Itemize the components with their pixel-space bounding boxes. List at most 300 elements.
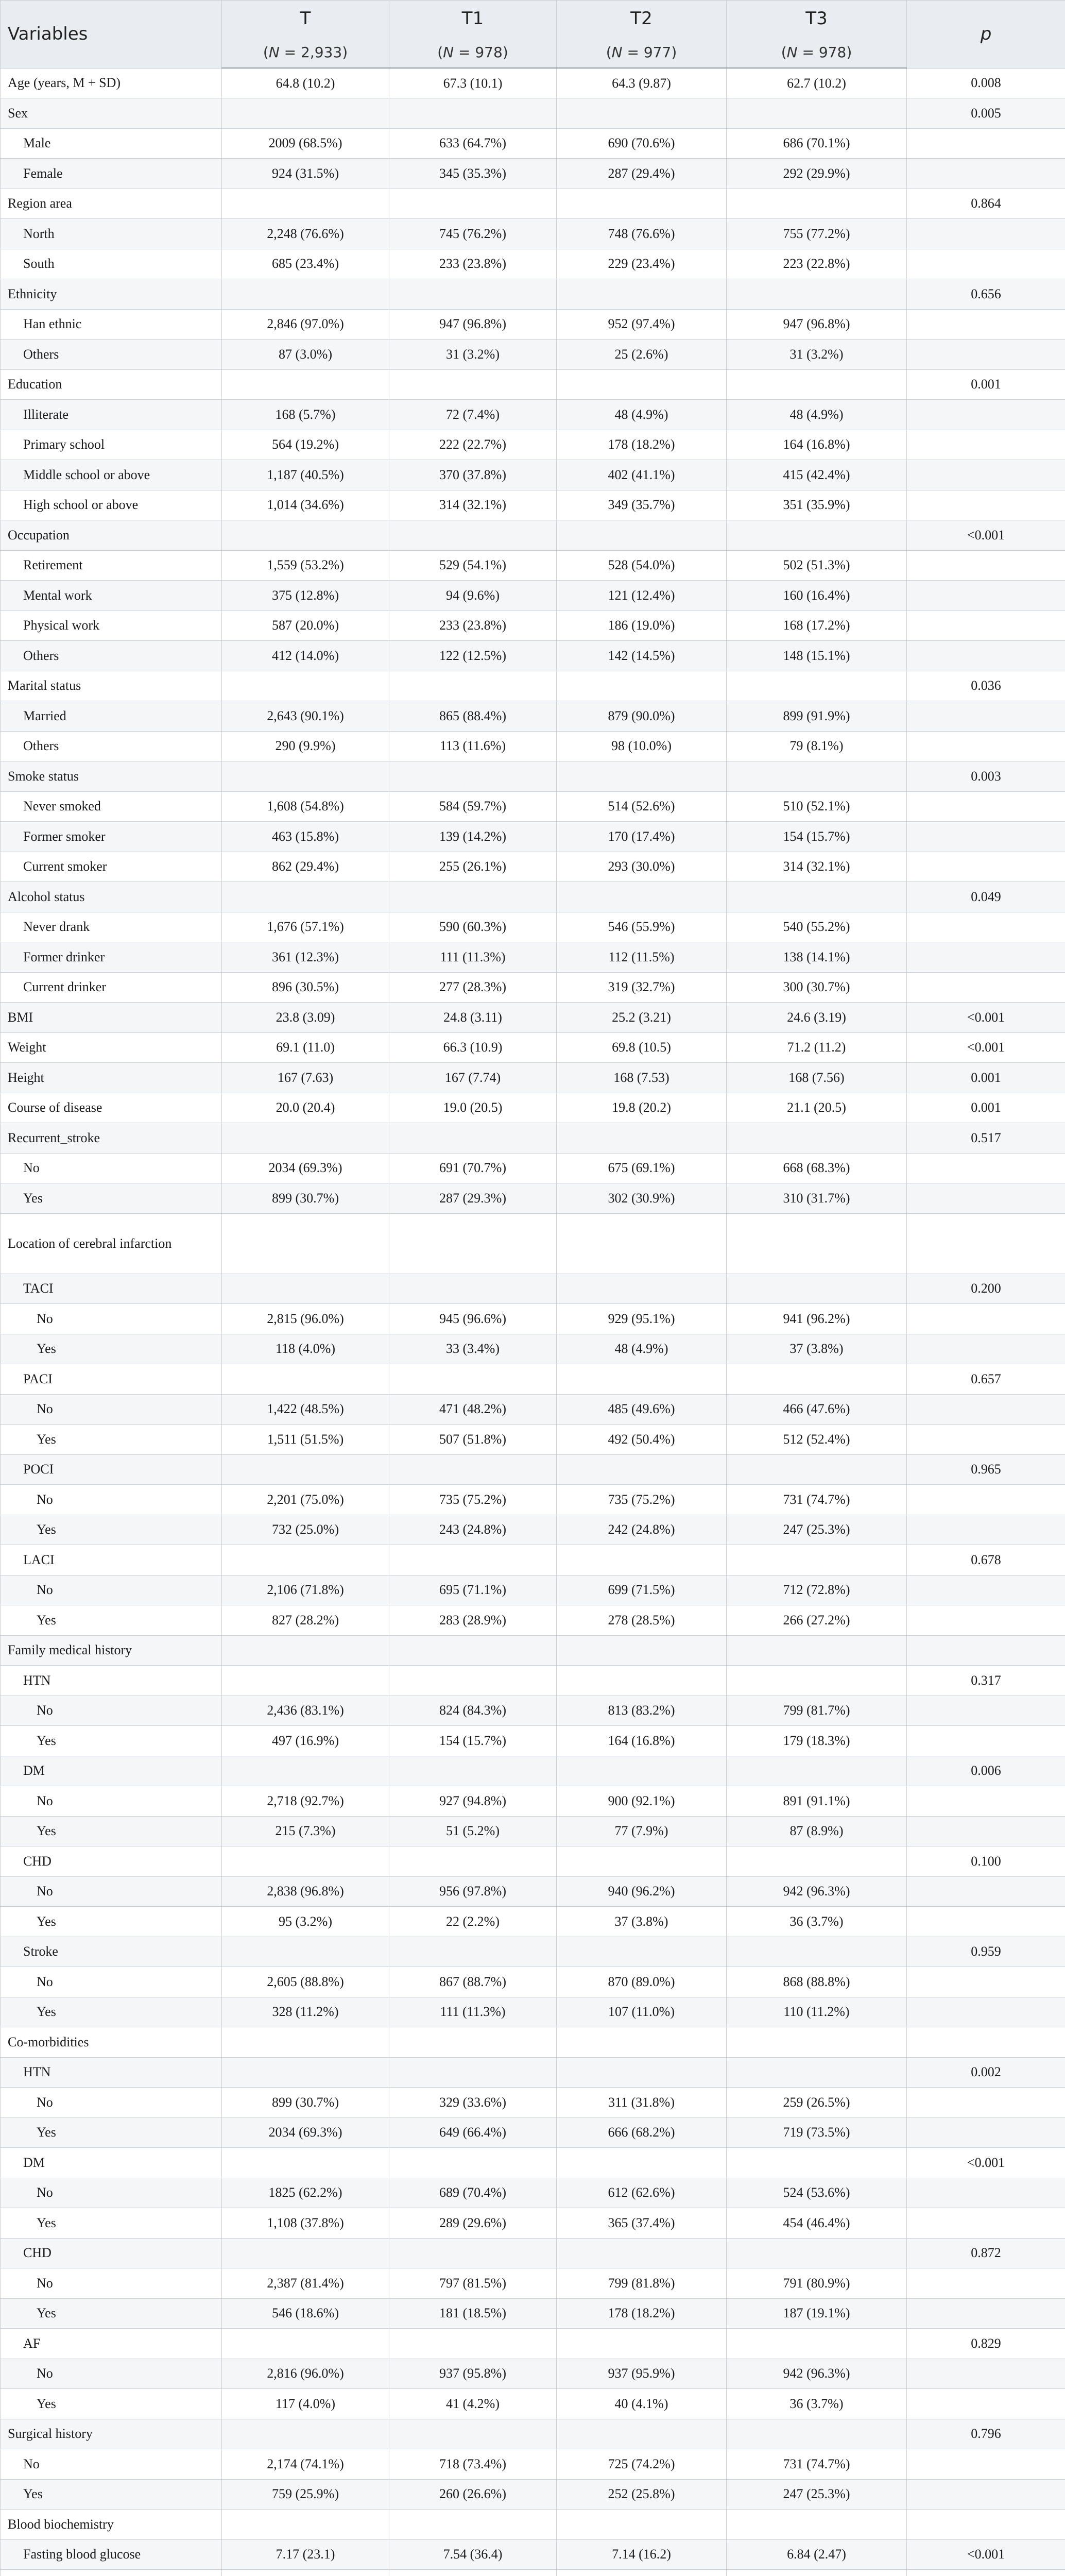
- table-row: [1, 309, 1065, 340]
- p-value: 0.829: [907, 2329, 1065, 2359]
- value-t3: 310 (31.7%): [727, 1183, 907, 1214]
- value-t1: 111 (11.3%): [389, 942, 557, 973]
- value-t3: 247 (25.3%): [727, 2479, 907, 2510]
- row-label: South: [1, 249, 222, 279]
- p-value: 0.872: [907, 2238, 1065, 2268]
- value-t1: 314 (32.1%): [389, 490, 557, 520]
- value-t: 1,108 (37.8%): [222, 2208, 389, 2239]
- row-label: No: [1, 1967, 222, 1997]
- p-value: [907, 1485, 1065, 1515]
- value-t1: [389, 1937, 557, 1967]
- value-t2: 546 (55.9%): [557, 912, 727, 942]
- value-t: 2034 (69.3%): [222, 2117, 389, 2148]
- value-t2: [557, 369, 727, 400]
- value-t1: [389, 1123, 557, 1154]
- value-t2: [557, 2329, 727, 2359]
- row-label: Height: [1, 1063, 222, 1093]
- n-symbol: N: [611, 43, 623, 61]
- value-t1: 51 (5.2%): [389, 1816, 557, 1846]
- p-value: [907, 912, 1065, 942]
- value-t: 546 (18.6%): [222, 2298, 389, 2329]
- value-t: [222, 1454, 389, 1485]
- row-label: No: [1, 1786, 222, 1817]
- table-row: [1, 1213, 1065, 1274]
- value-t: [222, 1635, 389, 1666]
- value-t1: [389, 1213, 557, 1274]
- table-row: [1, 2178, 1065, 2208]
- value-t1: 287 (29.3%): [389, 1183, 557, 1214]
- value-t2: 319 (32.7%): [557, 972, 727, 1003]
- table-row: [1, 1666, 1065, 1696]
- value-t3: 36 (3.7%): [727, 1907, 907, 1937]
- value-t1: 139 (14.2%): [389, 822, 557, 852]
- p-value: [907, 2208, 1065, 2239]
- p-value: 0.001: [907, 1063, 1065, 1093]
- value-t3: 524 (53.6%): [727, 2178, 907, 2208]
- table-row: [1, 1485, 1065, 1515]
- value-t: 1,187 (40.5%): [222, 460, 389, 490]
- table-row: [1, 2117, 1065, 2148]
- value-t3: [727, 1635, 907, 1666]
- row-label: Yes: [1, 1605, 222, 1636]
- value-t3: 731 (74.7%): [727, 1485, 907, 1515]
- table-row: [1, 1575, 1065, 1605]
- value-t: 2,643 (90.1%): [222, 701, 389, 732]
- value-t1: 735 (75.2%): [389, 1485, 557, 1515]
- value-t2: 870 (89.0%): [557, 1967, 727, 1997]
- value-t2: 229 (23.4%): [557, 249, 727, 279]
- value-t3: 62.7 (10.2): [727, 68, 907, 98]
- p-value: [907, 1605, 1065, 1636]
- value-t3: 314 (32.1%): [727, 852, 907, 882]
- p-value: [907, 2510, 1065, 2540]
- value-t: 1,608 (54.8%): [222, 791, 389, 822]
- value-t1: [389, 761, 557, 792]
- p-value: [907, 2268, 1065, 2299]
- value-t3: [727, 882, 907, 912]
- value-t3: [727, 98, 907, 129]
- value-t: [222, 1545, 389, 1575]
- value-t1: 329 (33.6%): [389, 2088, 557, 2118]
- p-value: [907, 1907, 1065, 1937]
- row-label: Co-morbidities: [1, 2027, 222, 2058]
- p-value: [907, 1635, 1065, 1666]
- row-label: Illiterate: [1, 400, 222, 430]
- p-value: <0.001: [907, 520, 1065, 551]
- value-t1: [389, 1364, 557, 1395]
- value-t1: 233 (23.8%): [389, 249, 557, 279]
- value-t3: 168 (7.56): [727, 1063, 907, 1093]
- value-t1: [389, 2570, 557, 2576]
- value-t3: [727, 520, 907, 551]
- value-t2: 98 (10.0%): [557, 731, 727, 761]
- header-variables: Variables: [1, 1, 222, 69]
- p-value: <0.001: [907, 2148, 1065, 2178]
- value-t: 685 (23.4%): [222, 249, 389, 279]
- value-t1: [389, 882, 557, 912]
- value-t1: 31 (3.2%): [389, 340, 557, 370]
- value-t3: 502 (51.3%): [727, 550, 907, 581]
- value-t: 64.8 (10.2): [222, 68, 389, 98]
- table-row: [1, 2570, 1065, 2576]
- value-t2: 37 (3.8%): [557, 1907, 727, 1937]
- p-value: [907, 2117, 1065, 2148]
- value-t: [222, 1213, 389, 1274]
- value-t3: 154 (15.7%): [727, 822, 907, 852]
- header-n-t: (N = 2,933): [222, 37, 389, 68]
- value-t2: 178 (18.2%): [557, 2298, 727, 2329]
- value-t3: 300 (30.7%): [727, 972, 907, 1003]
- table-row: [1, 2268, 1065, 2299]
- value-t: 375 (12.8%): [222, 581, 389, 611]
- value-t3: [727, 2329, 907, 2359]
- value-t2: [557, 882, 727, 912]
- value-t2: 675 (69.1%): [557, 1153, 727, 1183]
- n-symbol: N: [443, 43, 454, 61]
- value-t2: 142 (14.5%): [557, 641, 727, 671]
- value-t: 1,676 (57.1%): [222, 912, 389, 942]
- table-row: [1, 761, 1065, 792]
- table-row: [1, 249, 1065, 279]
- value-t: 20.0 (20.4): [222, 1093, 389, 1123]
- value-t: 497 (16.9%): [222, 1726, 389, 1756]
- row-label: Primary school: [1, 430, 222, 460]
- row-label: Former drinker: [1, 942, 222, 973]
- value-t2: 528 (54.0%): [557, 550, 727, 581]
- table-row: [1, 1003, 1065, 1033]
- row-label: Stroke: [1, 1937, 222, 1967]
- row-label: Marital status: [1, 671, 222, 701]
- value-t2: [557, 761, 727, 792]
- value-t1: 590 (60.3%): [389, 912, 557, 942]
- value-t: [222, 1364, 389, 1395]
- value-t2: 48 (4.9%): [557, 1334, 727, 1364]
- p-value: [907, 1213, 1065, 1274]
- value-t2: [557, 1545, 727, 1575]
- row-label: No: [1, 2178, 222, 2208]
- p-value: [907, 611, 1065, 641]
- row-label: Current drinker: [1, 972, 222, 1003]
- p-value: <0.001: [907, 1003, 1065, 1033]
- p-value: [907, 490, 1065, 520]
- value-t: 896 (30.5%): [222, 972, 389, 1003]
- header-n-t3: (N = 978): [727, 37, 907, 68]
- row-label: Yes: [1, 2298, 222, 2329]
- value-t3: 942 (96.3%): [727, 2359, 907, 2389]
- p-value: <0.001: [907, 2539, 1065, 2570]
- value-t3: 941 (96.2%): [727, 1304, 907, 1334]
- header-group-t3: T3: [727, 1, 907, 37]
- value-t: 463 (15.8%): [222, 822, 389, 852]
- table-row: [1, 1063, 1065, 1093]
- p-value: [907, 2027, 1065, 2058]
- p-value: [907, 1334, 1065, 1364]
- p-value: [907, 1816, 1065, 1846]
- value-t3: [727, 189, 907, 219]
- table-row: [1, 2057, 1065, 2088]
- table-row: [1, 942, 1065, 973]
- row-label: TACI: [1, 1274, 222, 1304]
- p-value: [907, 701, 1065, 732]
- value-t2: [557, 1454, 727, 1485]
- value-t2: [557, 2057, 727, 2088]
- table-row: [1, 641, 1065, 671]
- value-t3: [727, 671, 907, 701]
- value-t: [222, 2057, 389, 2088]
- value-t: [222, 279, 389, 310]
- value-t2: 699 (71.5%): [557, 1575, 727, 1605]
- row-label: Education: [1, 369, 222, 400]
- row-label: [1, 2570, 222, 2576]
- value-t: 118 (4.0%): [222, 1334, 389, 1364]
- value-t2: [557, 1846, 727, 1877]
- row-label: Location of cerebral infarction: [1, 1213, 222, 1274]
- p-value: [907, 852, 1065, 882]
- value-t: [222, 1123, 389, 1154]
- p-value: 0.005: [907, 98, 1065, 129]
- value-t: 117 (4.0%): [222, 2389, 389, 2419]
- table-row: [1, 1696, 1065, 1726]
- value-t2: 252 (25.8%): [557, 2479, 727, 2510]
- value-t1: 345 (35.3%): [389, 159, 557, 189]
- row-label: Others: [1, 340, 222, 370]
- value-t: [222, 2570, 389, 2576]
- table-row: [1, 581, 1065, 611]
- table-row: [1, 1545, 1065, 1575]
- table-row: [1, 1967, 1065, 1997]
- table-row: [1, 1123, 1065, 1154]
- value-t3: 48 (4.9%): [727, 400, 907, 430]
- p-value: 0.008: [907, 68, 1065, 98]
- n-value: = 978: [797, 43, 847, 61]
- p-value: [907, 942, 1065, 973]
- p-value: <0.001: [907, 1032, 1065, 1063]
- header-group-t1: T1: [389, 1, 557, 37]
- value-t: 2,838 (96.8%): [222, 1876, 389, 1907]
- value-t3: [727, 1545, 907, 1575]
- value-t1: [389, 2148, 557, 2178]
- row-label: Course of disease: [1, 1093, 222, 1123]
- row-label: Yes: [1, 1997, 222, 2027]
- p-value: [907, 249, 1065, 279]
- table-body: [1, 68, 1065, 2576]
- value-t: 1,559 (53.2%): [222, 550, 389, 581]
- value-t2: [557, 1937, 727, 1967]
- value-t3: 160 (16.4%): [727, 581, 907, 611]
- value-t2: 612 (62.6%): [557, 2178, 727, 2208]
- p-value: 0.049: [907, 882, 1065, 912]
- value-t1: 66.3 (10.9): [389, 1032, 557, 1063]
- value-t2: 287 (29.4%): [557, 159, 727, 189]
- value-t3: [727, 2419, 907, 2449]
- n-symbol: N: [268, 43, 280, 61]
- value-t2: 940 (96.2%): [557, 1876, 727, 1907]
- table-row: [1, 1907, 1065, 1937]
- table-row: [1, 671, 1065, 701]
- value-t: [222, 98, 389, 129]
- row-label: Yes: [1, 1515, 222, 1545]
- value-t: 564 (19.2%): [222, 430, 389, 460]
- value-t: 2,248 (76.6%): [222, 219, 389, 249]
- value-t2: [557, 1756, 727, 1786]
- value-t1: 937 (95.8%): [389, 2359, 557, 2389]
- value-t3: 540 (55.2%): [727, 912, 907, 942]
- value-t2: 514 (52.6%): [557, 791, 727, 822]
- row-label: Yes: [1, 2117, 222, 2148]
- value-t1: [389, 1274, 557, 1304]
- value-t1: 370 (37.8%): [389, 460, 557, 490]
- table-row: [1, 1274, 1065, 1304]
- value-t1: 154 (15.7%): [389, 1726, 557, 1756]
- value-t: 827 (28.2%): [222, 1605, 389, 1636]
- value-t1: 283 (28.9%): [389, 1605, 557, 1636]
- row-label: Age (years, M + SD): [1, 68, 222, 98]
- p-value: [907, 400, 1065, 430]
- row-label: Yes: [1, 1334, 222, 1364]
- row-label: Others: [1, 731, 222, 761]
- value-t: [222, 2510, 389, 2540]
- value-t: 732 (25.0%): [222, 1515, 389, 1545]
- row-label: LACI: [1, 1545, 222, 1575]
- value-t3: [727, 2148, 907, 2178]
- row-label: Fasting blood glucose: [1, 2539, 222, 2570]
- value-t: [222, 1756, 389, 1786]
- value-t1: 927 (94.8%): [389, 1786, 557, 1817]
- value-t1: 222 (22.7%): [389, 430, 557, 460]
- value-t3: 686 (70.1%): [727, 128, 907, 159]
- value-t1: 113 (11.6%): [389, 731, 557, 761]
- value-t: 2,201 (75.0%): [222, 1485, 389, 1515]
- value-t1: [389, 2510, 557, 2540]
- value-t1: [389, 2419, 557, 2449]
- value-t1: [389, 189, 557, 219]
- value-t1: [389, 1635, 557, 1666]
- value-t2: [557, 279, 727, 310]
- row-label: Surgical history: [1, 2419, 222, 2449]
- value-t3: 292 (29.9%): [727, 159, 907, 189]
- row-label: Current smoker: [1, 852, 222, 882]
- row-label: POCI: [1, 1454, 222, 1485]
- value-t1: [389, 2329, 557, 2359]
- table-row: [1, 1032, 1065, 1063]
- value-t1: 167 (7.74): [389, 1063, 557, 1093]
- table-row: [1, 2479, 1065, 2510]
- p-value: 0.317: [907, 1666, 1065, 1696]
- row-label: Male: [1, 128, 222, 159]
- p-value: 0.965: [907, 1454, 1065, 1485]
- value-t2: 402 (41.1%): [557, 460, 727, 490]
- value-t1: [389, 98, 557, 129]
- value-t1: 745 (76.2%): [389, 219, 557, 249]
- row-label: HTN: [1, 2057, 222, 2088]
- table-row: [1, 340, 1065, 370]
- p-value: 0.100: [907, 1846, 1065, 1877]
- value-t: 328 (11.2%): [222, 1997, 389, 2027]
- row-label: Yes: [1, 1183, 222, 1214]
- value-t1: 7.54 (36.4): [389, 2539, 557, 2570]
- value-t: 361 (12.3%): [222, 942, 389, 973]
- value-t3: 351 (35.9%): [727, 490, 907, 520]
- row-label: No: [1, 2268, 222, 2299]
- value-t2: 900 (92.1%): [557, 1786, 727, 1817]
- value-t2: [557, 2510, 727, 2540]
- value-t: 95 (3.2%): [222, 1907, 389, 1937]
- value-t3: 247 (25.3%): [727, 1515, 907, 1545]
- value-t1: 718 (73.4%): [389, 2449, 557, 2480]
- row-label: Married: [1, 701, 222, 732]
- value-t: [222, 189, 389, 219]
- value-t3: 36 (3.7%): [727, 2389, 907, 2419]
- p-value: 0.656: [907, 279, 1065, 310]
- p-value: [907, 641, 1065, 671]
- value-t1: [389, 1846, 557, 1877]
- value-t2: 293 (30.0%): [557, 852, 727, 882]
- row-label: Others: [1, 641, 222, 671]
- value-t: 759 (25.9%): [222, 2479, 389, 2510]
- p-value: [907, 1425, 1065, 1455]
- value-t2: 937 (95.9%): [557, 2359, 727, 2389]
- row-label: No: [1, 1575, 222, 1605]
- row-label: Occupation: [1, 520, 222, 551]
- value-t: 7.17 (23.1): [222, 2539, 389, 2570]
- value-t3: 71.2 (11.2): [727, 1032, 907, 1063]
- value-t: [222, 882, 389, 912]
- row-label: No: [1, 1876, 222, 1907]
- table-header: [1, 1, 1065, 69]
- p-value: [907, 1575, 1065, 1605]
- value-t1: 233 (23.8%): [389, 611, 557, 641]
- value-t2: [557, 2027, 727, 2058]
- value-t1: [389, 2238, 557, 2268]
- value-t1: 945 (96.6%): [389, 1304, 557, 1334]
- value-t3: [727, 2510, 907, 2540]
- row-label: Never drank: [1, 912, 222, 942]
- n-symbol: N: [786, 43, 798, 61]
- p-value: 0.001: [907, 1093, 1065, 1123]
- table-row: [1, 1997, 1065, 2027]
- p-value: [907, 1304, 1065, 1334]
- row-label: Yes: [1, 1726, 222, 1756]
- value-t: [222, 761, 389, 792]
- table-row: [1, 2449, 1065, 2480]
- value-t3: 110 (11.2%): [727, 1997, 907, 2027]
- table-row: [1, 550, 1065, 581]
- table-row: [1, 1876, 1065, 1907]
- table-row: [1, 1183, 1065, 1214]
- value-t2: 492 (50.4%): [557, 1425, 727, 1455]
- value-t3: 712 (72.8%): [727, 1575, 907, 1605]
- row-label: Alcohol status: [1, 882, 222, 912]
- value-t2: 168 (7.53): [557, 1063, 727, 1093]
- value-t2: [557, 520, 727, 551]
- table-row: [1, 2298, 1065, 2329]
- value-t1: [389, 1756, 557, 1786]
- value-t2: [557, 671, 727, 701]
- value-t: [222, 671, 389, 701]
- value-t: 23.8 (3.09): [222, 1003, 389, 1033]
- value-t2: 929 (95.1%): [557, 1304, 727, 1334]
- value-t1: 243 (24.8%): [389, 1515, 557, 1545]
- value-t3: [727, 1123, 907, 1154]
- value-t3: 454 (46.4%): [727, 2208, 907, 2239]
- value-t1: 67.3 (10.1): [389, 68, 557, 98]
- table-row: [1, 1786, 1065, 1817]
- value-t3: 942 (96.3%): [727, 1876, 907, 1907]
- table-row: [1, 822, 1065, 852]
- value-t2: [557, 2148, 727, 2178]
- table-row: [1, 369, 1065, 400]
- value-t1: 691 (70.7%): [389, 1153, 557, 1183]
